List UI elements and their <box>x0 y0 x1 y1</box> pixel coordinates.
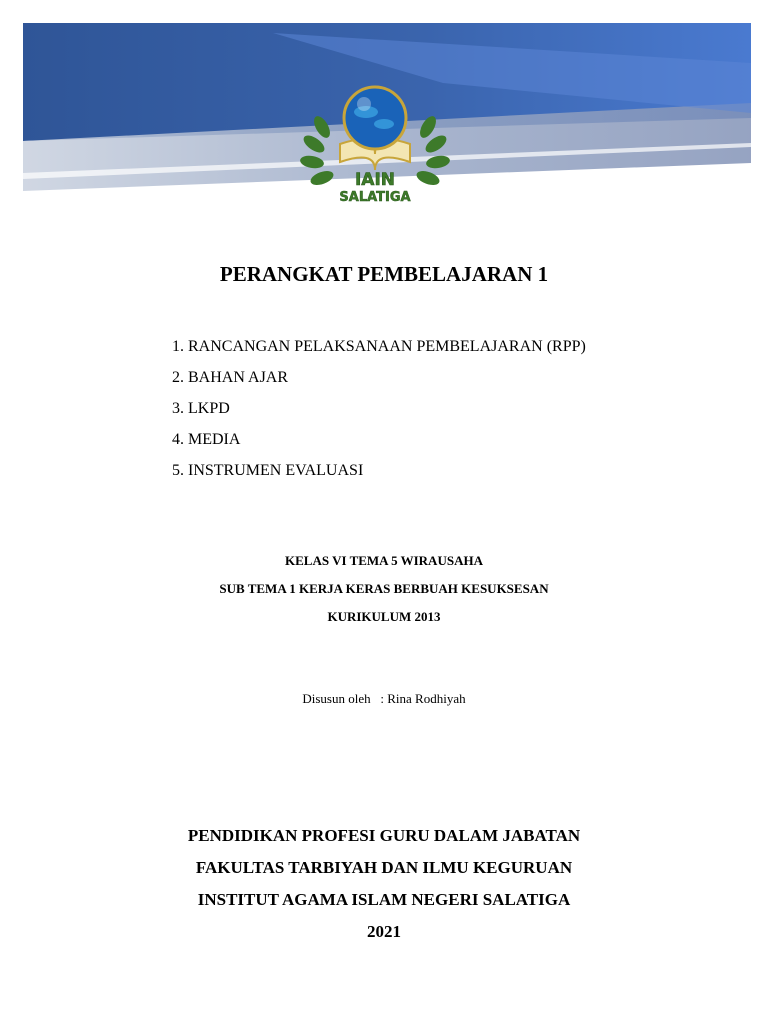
institution-program: PENDIDIKAN PROFESI GURU DALAM JABATAN <box>187 826 581 845</box>
document-year: 2021 <box>367 922 401 941</box>
list-item: 1. RANCANGAN PELAKSANAAN PEMBELAJARAN (RPP) <box>172 338 586 355</box>
curriculum: KURIKULUM 2013 <box>327 609 441 624</box>
subtheme: SUB TEMA 1 KERJA KERAS BERBUAH KESUKSESAN <box>219 581 549 596</box>
laurel-right-icon <box>415 114 450 188</box>
class-theme: KELAS VI TEMA 5 WIRAUSAHA <box>285 553 483 568</box>
contents-list <box>172 336 586 491</box>
author-name: Rina Rodhiyah <box>387 691 466 706</box>
globe-icon <box>344 87 406 149</box>
institution-name: INSTITUT AGAMA ISLAM NEGERI SALATIGA <box>197 890 571 909</box>
author-label: Disusun oleh <box>302 691 371 706</box>
iain-salatiga-logo <box>300 82 450 208</box>
institution-faculty: FAKULTAS TARBIYAH DAN ILMU KEGURUAN <box>195 858 573 877</box>
document-title: PERANGKAT PEMBELAJARAN 1 <box>219 262 549 286</box>
laurel-left-icon <box>300 114 335 188</box>
logo-text-salatiga: SALATIGA <box>339 190 411 205</box>
list-item: 2. BAHAN AJAR <box>172 369 289 386</box>
list-item: 3. LKPD <box>172 400 230 417</box>
author-line <box>0 691 768 707</box>
author-separator: : <box>380 691 384 706</box>
logo-text-iain: IAIN <box>354 170 396 190</box>
list-item: 4. MEDIA <box>172 431 241 448</box>
list-item: 5. INSTRUMEN EVALUASI <box>172 462 364 479</box>
